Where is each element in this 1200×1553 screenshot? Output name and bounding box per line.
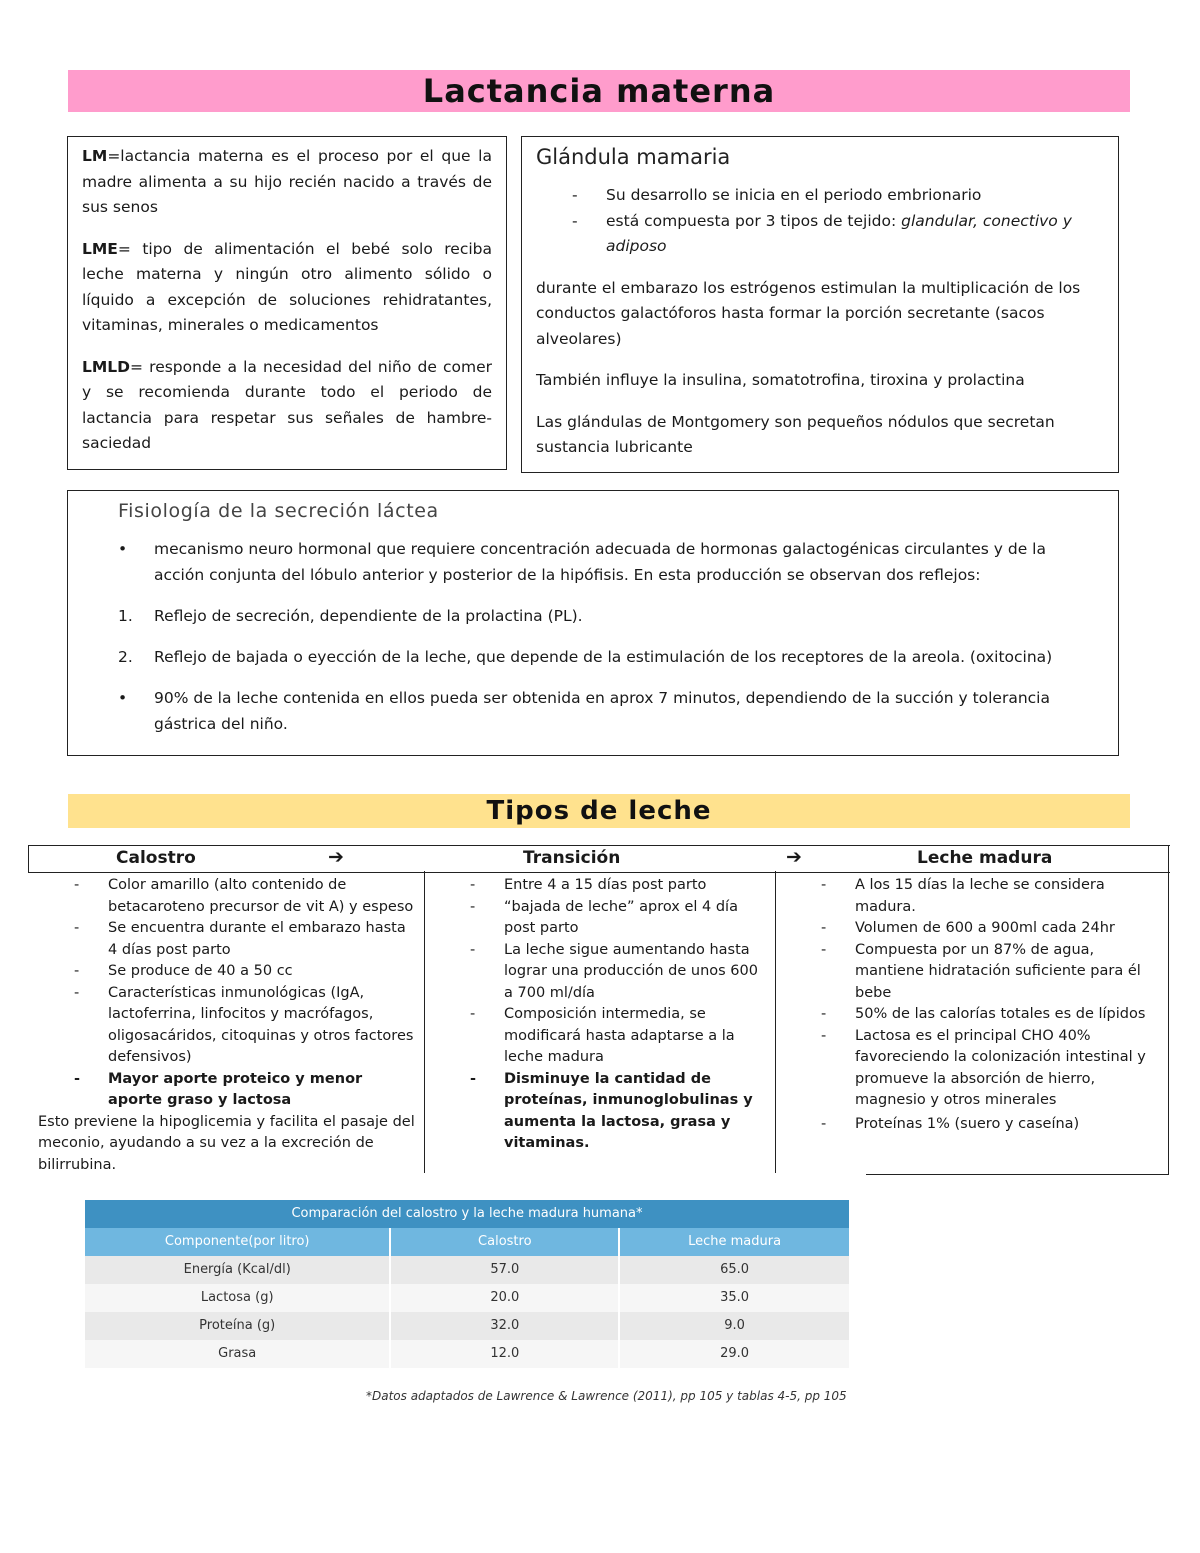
glandula-paragraph: durante el embarazo los estrógenos estimulan la multiplicación de los conductos galactóforos hasta formar la porción secretante (sacos alveolares) [536,278,1081,348]
calostro-note: Esto previene la hipoglicemia y facilita el pasaje del meconio, ayudando a su vez a la excreción de bilirrubina. [38,1113,415,1173]
definition-term: LM [82,147,108,165]
list-item: - Características inmunológicas (IgA, lactoferrina, linfocitos y macrófagos, oligosacáridos, citoquinas y otros factores defensivos) [74,984,414,1065]
tipos-table [28,845,1170,1175]
arrow-right-icon: ➔ [786,846,802,868]
table-cell: Proteína (g) [85,1312,391,1340]
glandula-paragraph: También influye la insulina, somatotrofina, tiroxina y prolactina [536,371,1025,389]
column-calostro [28,875,418,1176]
table-cell: 20.0 [391,1284,620,1312]
section-title: Tipos de leche [486,796,712,826]
list-item: - La leche sigue aumentando hasta lograr una producción de unos 600 a 700 ml/día [470,941,758,1001]
comparison-title: Comparación del calostro y la leche madura humana* [85,1200,849,1228]
glandula-paragraph: Las glándulas de Montgomery son pequeños nódulos que secretan sustancia lubricante [536,412,1055,456]
table-header [28,845,1170,873]
fisiologia-heading: Fisiología de la secreción láctea [118,500,439,522]
definition-lme [82,237,492,339]
table-cell: 32.0 [391,1312,620,1340]
divider [866,1174,1169,1175]
column-transicion [424,875,769,1155]
list-item: - Entre 4 a 15 días post parto [470,877,707,893]
list-item: - 50% de las calorías totales es de lípidos [821,1006,1146,1022]
tissue-types: glandular, conectivo y adiposo [606,211,1072,255]
list-item: - Composición intermedia, se modificará hasta adaptarse a la leche madura [470,1006,735,1065]
list-item: • 90% de la leche contenida en ellos pueda ser obtenida en aprox 7 minutos, dependiendo de la succión y tolerancia gástrica del niño. [118,689,1050,733]
column-leche-madura [775,875,1160,1135]
glandula-list [536,183,1104,260]
list-item: - A los 15 días la leche se considera madura. [821,877,1105,915]
page-title-banner [68,70,1130,112]
list-item: - “bajada de leche” aprox el 4 día post parto [470,898,738,936]
column-header: Componente(por litro) [85,1228,391,1256]
table-row [85,1256,849,1284]
table-row [85,1340,849,1368]
list-item: - está compuesta por 3 tipos de tejido: glandular, conectivo y adiposo [572,211,1072,255]
header-transicion: Transición [523,848,621,868]
table-row [85,1312,849,1340]
list-item: - Compuesta por un 87% de agua, mantiene hidratación suficiente para él bebe [821,941,1141,1001]
definition-text: = tipo de alimentación el bebé solo reciba leche materna y ningún otro alimento sólido o líquido a excepción de soluciones rehidratantes, vitaminas, minerales o medicamentos [82,239,492,334]
table-cell: 57.0 [391,1256,620,1284]
table-cell: Grasa [85,1340,391,1368]
table-cell: Energía (Kcal/dl) [85,1256,391,1284]
divider [28,845,29,873]
page-title: Lactancia materna [422,72,776,110]
column-header: Leche madura [688,1234,782,1249]
list-item: 1. Reflejo de secreción, dependiente de la prolactina (PL). [118,607,583,625]
list-item: 2. Reflejo de bajada o eyección de la leche, que depende de la estimulación de los receptores de la areola. (oxitocina) [118,648,1053,666]
definition-lmld [82,355,492,457]
list-item: - Volumen de 600 a 900ml cada 24hr [821,920,1115,936]
comparison-header-row [85,1228,849,1256]
table-cell: 12.0 [391,1340,620,1368]
list-item: - Se produce de 40 a 50 cc [74,963,293,979]
list-item: - Se encuentra durante el embarazo hasta 4 días post parto [74,920,406,958]
definition-text: =lactancia materna es el proceso por el que la madre alimenta a su hijo recién nacido a través de sus senos [82,147,492,216]
fisiologia-box [67,490,1119,756]
list-item: - Mayor aporte proteico y menor aporte graso y lactosa [74,1070,363,1108]
definitions-box [67,136,507,470]
table-cell: 65.0 [720,1262,750,1277]
table-cell: Lactosa (g) [85,1284,391,1312]
list-item: - Proteínas 1% (suero y caseína) [821,1115,1080,1132]
list-item: • mecanismo neuro hormonal que requiere concentración adecuada de hormonas galactogénicas circulantes y de la acción conjunta del lóbulo anterior y posterior de la hipófisis. En esta producción se observan dos reflejos: [118,540,1046,584]
table-cell: 35.0 [720,1290,750,1305]
glandula-box [521,136,1119,473]
table-row [85,1284,849,1312]
list-item: - Color amarillo (alto contenido de betacaroteno precursor de vit A) y espeso [74,877,414,915]
comparison-table [85,1200,849,1368]
comparison-footnote: *Datos adaptados de Lawrence & Lawrence (2011), pp 105 y tablas 4-5, pp 105 [366,1389,847,1403]
definition-term: LME [82,239,118,258]
definition-text: = responde a la necesidad del niño de comer y se recomienda durante todo el periodo de lactancia para respetar sus señales de hambre-saciedad [82,357,492,452]
list-item: - Su desarrollo se inicia en el periodo embrionario [572,186,982,204]
arrow-right-icon: ➔ [328,846,344,868]
section-banner [68,794,1130,828]
column-header: Calostro [391,1228,620,1256]
definition-lm [82,144,492,221]
definition-term: LMLD [82,357,131,376]
table-cell: 9.0 [724,1318,745,1333]
list-item: - Disminuye la cantidad de proteínas, inmunoglobulinas y aumenta la lactosa, grasa y vitaminas. [470,1070,753,1151]
header-leche-madura: Leche madura [917,848,1053,868]
glandula-heading: Glándula mamaria [536,145,731,169]
header-calostro: Calostro [116,848,196,868]
divider [1168,845,1169,1175]
table-cell: 29.0 [720,1346,750,1361]
list-item: - Lactosa es el principal CHO 40% favoreciendo la colonización intestinal y promueve la absorción de hierro, magnesio y otros minerales [821,1027,1146,1108]
